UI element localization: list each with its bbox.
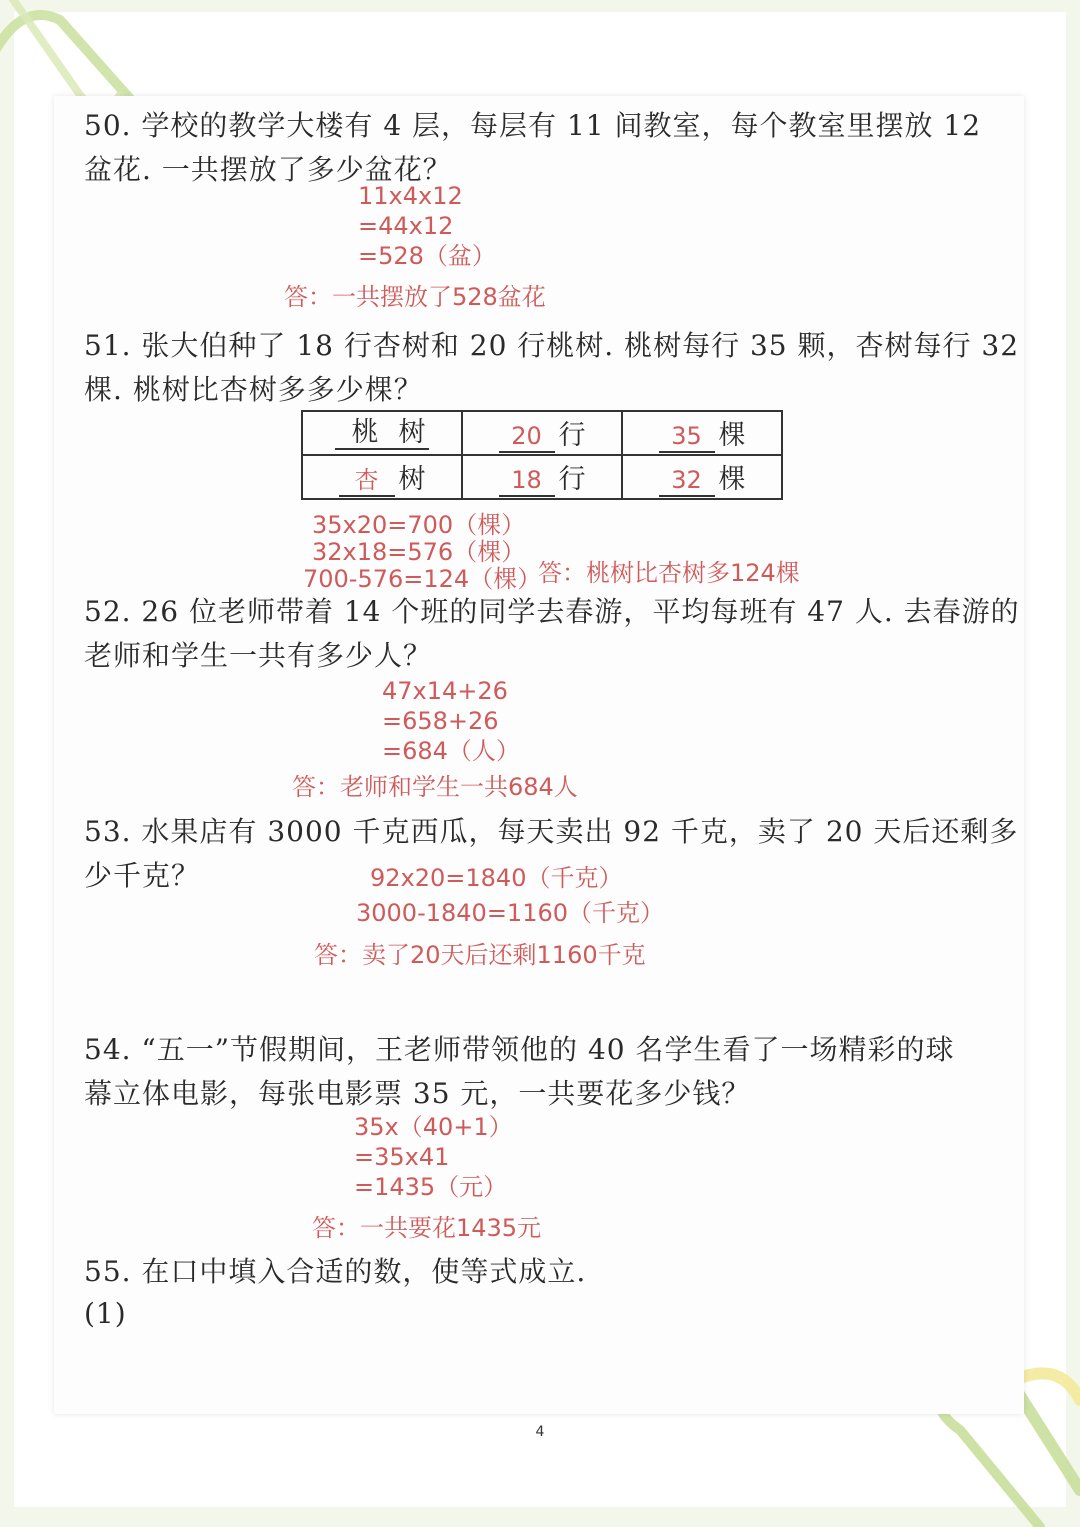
peach-per-row-value: 35 bbox=[659, 421, 715, 453]
per-row-unit: 棵 bbox=[718, 464, 746, 495]
question-50-line-2: 盆花. 一共摆放了多少盆花？ bbox=[84, 153, 452, 186]
rows-unit: 行 bbox=[558, 464, 586, 495]
peach-rows-value: 20 bbox=[499, 421, 555, 453]
q50-answer: 答：一共摆放了528盆花 bbox=[284, 283, 546, 311]
q54-answer: 答：一共要花1435元 bbox=[312, 1214, 542, 1242]
q52-answer: 答：老师和学生一共684人 bbox=[292, 773, 578, 801]
per-row-unit: 棵 bbox=[718, 420, 746, 451]
q51-step-1: 35x20=700（棵） bbox=[312, 511, 526, 539]
q53-step-2: 3000-1840=1160（千克） bbox=[356, 899, 665, 927]
question-54-line-1: 54. “五一”节假期间，王老师带领他的 40 名学生看了一场精彩的球 bbox=[84, 1033, 955, 1066]
question-54-line-2: 幕立体电影，每张电影票 35 元，一共要花多少钱？ bbox=[84, 1077, 751, 1110]
question-53-line-2: 少千克？ bbox=[84, 859, 201, 892]
q52-step-3: =684（人） bbox=[382, 737, 520, 765]
q54-step-1: 35x（40+1） bbox=[354, 1113, 513, 1141]
apricot-rows-value: 18 bbox=[499, 465, 555, 497]
table-cell-rows bbox=[462, 455, 622, 499]
tree-name-peach: 桃 bbox=[335, 418, 395, 450]
q52-step-2: =658+26 bbox=[382, 707, 499, 735]
table-row bbox=[302, 411, 782, 455]
tree-table bbox=[301, 410, 783, 500]
q50-step-3: =528（盆） bbox=[358, 242, 496, 270]
q54-step-3: =1435（元） bbox=[354, 1173, 508, 1201]
tree-name-apricot: 杏 bbox=[339, 465, 395, 497]
q50-step-1: 11x4x12 bbox=[358, 182, 463, 210]
question-50-line-1: 50. 学校的教学大楼有 4 层，每层有 11 间教室，每个教室里摆放 12 bbox=[84, 109, 982, 142]
page-number: 4 bbox=[535, 1424, 545, 1440]
table-cell-per-row bbox=[622, 411, 782, 455]
q51-step-2: 32x18=576（棵） bbox=[312, 538, 526, 566]
q53-step-1: 92x20=1840（千克） bbox=[370, 864, 623, 892]
tree-suffix: 树 bbox=[398, 464, 426, 495]
q54-step-2: =35x41 bbox=[354, 1143, 450, 1171]
table-cell-per-row bbox=[622, 455, 782, 499]
table-row bbox=[302, 455, 782, 499]
question-51-line-1: 51. 张大伯种了 18 行杏树和 20 行桃树. 桃树每行 35 颗，杏树每行 32 bbox=[84, 329, 1020, 362]
q52-step-1: 47x14+26 bbox=[382, 677, 508, 705]
q50-step-2: =44x12 bbox=[358, 212, 454, 240]
table-cell-tree bbox=[302, 411, 462, 455]
question-52-line-1: 52. 26 位老师带着 14 个班的同学去春游，平均每班有 47 人. 去春游的 bbox=[84, 595, 1020, 628]
question-52-line-2: 老师和学生一共有多少人？ bbox=[84, 639, 433, 672]
tree-suffix: 树 bbox=[395, 418, 429, 450]
rows-unit: 行 bbox=[558, 420, 586, 451]
apricot-per-row-value: 32 bbox=[659, 465, 715, 497]
question-53-line-1: 53. 水果店有 3000 千克西瓜，每天卖出 92 千克，卖了 20 天后还剩多 bbox=[84, 815, 1019, 848]
question-51-line-2: 棵. 桃树比杏树多多少棵？ bbox=[84, 373, 423, 406]
table-cell-rows bbox=[462, 411, 622, 455]
q51-step-3: 700-576=124（棵） bbox=[303, 565, 542, 593]
question-55-line-2: (1) bbox=[84, 1297, 127, 1330]
table-cell-tree bbox=[302, 455, 462, 499]
q51-answer: 答：桃树比杏树多124棵 bbox=[538, 559, 800, 587]
q53-answer: 答：卖了20天后还剩1160千克 bbox=[314, 941, 646, 969]
question-55-line-1: 55. 在口中填入合适的数，使等式成立. bbox=[84, 1255, 587, 1288]
